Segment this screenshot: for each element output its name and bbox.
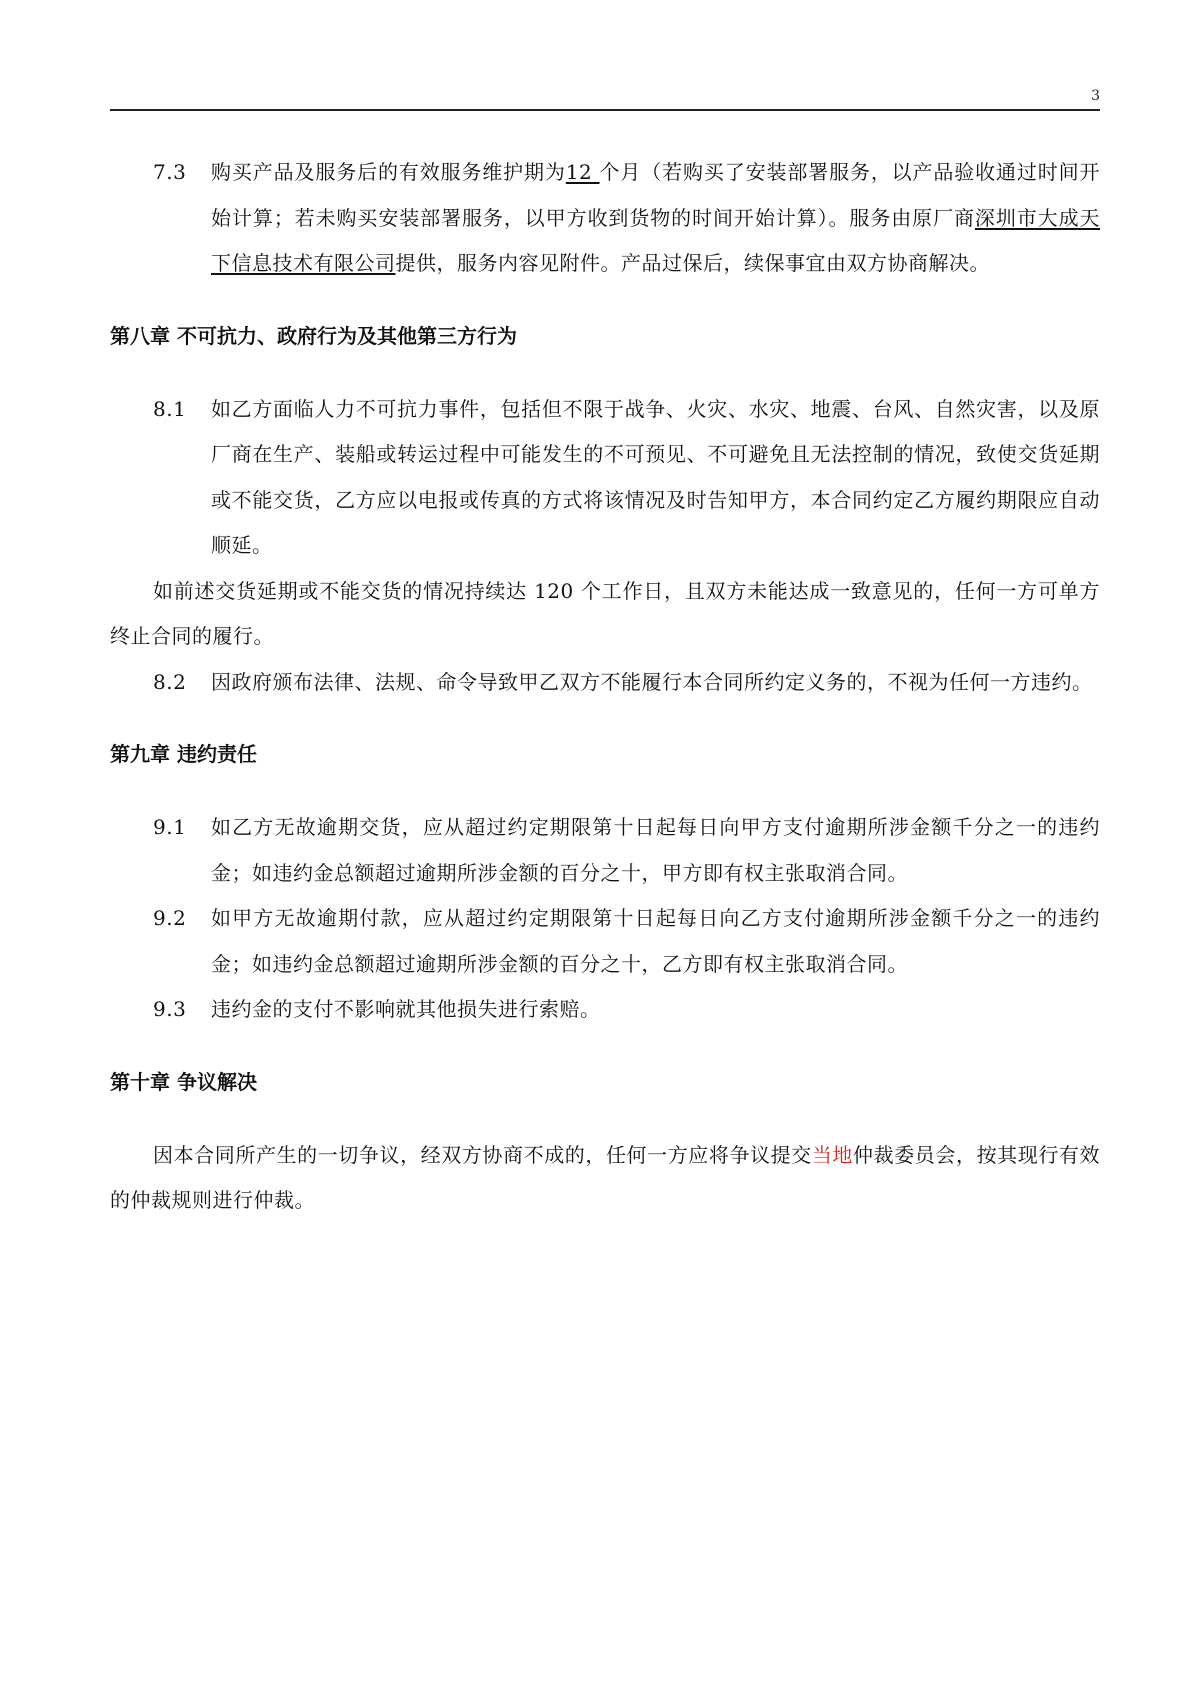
clause-number: 9.3: [153, 997, 187, 1021]
clause-text: 购买产品及服务后的有效服务维护期为: [211, 160, 566, 184]
chapter-10-heading: 第十章 争议解决: [110, 1069, 257, 1094]
clause-7-3: [110, 150, 1100, 287]
service-months: 12: [565, 160, 600, 184]
clause-number: 7.3: [153, 160, 187, 184]
page-number: 3: [1091, 88, 1100, 104]
clause-text: 如乙方无故逾期交货，应从超过约定期限第十日起每日向甲方支付逾期所涉金额千分之一的违约金；如违约金总额超过逾期所涉金额的百分之十，甲方即有权主张取消合同。: [211, 815, 1100, 885]
clause-text: 个月（若购买了安装部署服务，以产品验收通过时间开始计算；若未购买安装部署服务，以甲方收到货物的时间开始计算）。服务由原厂商: [211, 160, 1101, 230]
paragraph-8-1-continuation: 如前述交货延期或不能交货的情况持续达 120 个工作日，且双方未能达成一致意见的，任何一方可单方终止合同的履行。: [110, 578, 1100, 648]
chapter-9-heading: 第九章 违约责任: [110, 742, 257, 766]
header-rule: [110, 109, 1100, 111]
clause-text: 如乙方面临人力不可抗力事件，包括但不限于战争、火灾、水灾、地震、台风、自然灾害，以及原厂商在生产、装船或转运过程中可能发生的不可预见、不可避免且无法控制的情况，致使交货延期或不能交货，乙方应以电报或传真的方式将该情况及时告知甲方，本合同约定乙方履约期限应自动顺延。: [211, 396, 1100, 557]
clause-number: 9.1: [153, 815, 187, 839]
clause-8-1: [110, 387, 1100, 569]
clause-number: 8.1: [153, 396, 187, 421]
clause-text: 如甲方无故逾期付款，应从超过约定期限第十日起每日向乙方支付逾期所涉金额千分之一的违约金；如违约金总额超过逾期所涉金额的百分之十，乙方即有权主张取消合同。: [211, 906, 1100, 976]
clause-8-2: [110, 660, 1100, 706]
document-body: [110, 150, 1100, 1224]
clause-9-2: [110, 896, 1100, 987]
clause-9-3: [110, 987, 1100, 1033]
clause-9-1: [110, 805, 1100, 896]
clause-number: 9.2: [153, 906, 187, 930]
clause-text: 违约金的支付不影响就其他损失进行索赔。: [211, 997, 601, 1021]
arbitration-place: 当地: [811, 1142, 854, 1167]
paragraph-text: 仲裁委员会，按其现行有效的仲裁规则进行仲裁。: [110, 1142, 1101, 1212]
paragraph-text: 因本合同所产生的一切争议，经双方协商不成的，任何一方应将争议提交: [153, 1142, 812, 1167]
chapter-8-heading: 第八章 不可抗力、政府行为及其他第三方行为: [110, 323, 517, 348]
clause-text: 因政府颁布法律、法规、命令导致甲乙双方不能履行本合同所约定义务的，不视为任何一方违约。: [211, 669, 1093, 694]
paragraph-dispute-resolution: [110, 1133, 1100, 1224]
clause-number: 8.2: [153, 669, 187, 694]
clause-text: 提供，服务内容见附件。产品过保后，续保事宜由双方协商解决。: [395, 251, 990, 275]
vendor-name: 深圳市大成天下信息技术有限公司: [211, 205, 1101, 275]
